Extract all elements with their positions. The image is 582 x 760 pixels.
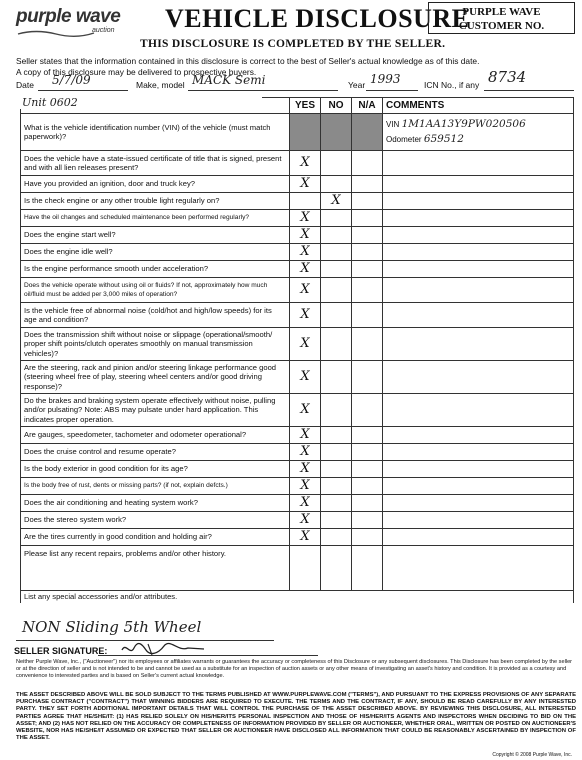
no-checkbox-cell[interactable] — [321, 394, 352, 427]
na-checkbox-cell[interactable] — [352, 176, 383, 193]
table-row — [21, 244, 574, 261]
check-mark: X — [300, 402, 310, 418]
icn-value: 8734 — [488, 68, 527, 86]
check-mark: X — [300, 307, 310, 323]
comment-cell[interactable] — [383, 512, 574, 529]
na-checkbox-cell[interactable] — [352, 193, 383, 210]
date-field[interactable] — [38, 73, 128, 91]
yes-header: YES — [290, 98, 321, 114]
check-mark: X — [300, 227, 310, 243]
check-mark: X — [300, 369, 310, 385]
customer-box-line1: PURPLE WAVE — [462, 6, 541, 18]
question-text: Does the vehicle have a state-issued certificate of title that is signed, present and with all lien releases present? — [21, 151, 290, 176]
yes-checkbox-cell[interactable] — [290, 529, 321, 546]
comment-cell[interactable] — [383, 151, 574, 176]
signature-scribble-icon — [118, 640, 208, 658]
repairs-row — [21, 546, 574, 591]
table-row — [21, 478, 574, 495]
customer-number-box — [428, 2, 575, 34]
check-mark: X — [300, 529, 310, 545]
check-mark: X — [300, 444, 310, 460]
signature-label: SELLER SIGNATURE: — [14, 646, 108, 656]
no-checkbox-cell[interactable] — [321, 244, 352, 261]
no-header: NO — [321, 98, 352, 114]
intro-line-2: A copy of this disclosure may be delivered to prospective buyers. — [16, 66, 257, 77]
check-mark: X — [300, 461, 310, 477]
icn-field[interactable] — [484, 68, 574, 91]
comment-cell[interactable] — [383, 261, 574, 278]
make-value: MACK Semi — [192, 73, 266, 87]
question-text: Does the engine idle well? — [21, 244, 290, 261]
icn-label: ICN No., if any — [424, 80, 480, 90]
yes-checkbox-cell[interactable] — [290, 151, 321, 176]
yes-checkbox-cell[interactable] — [290, 303, 321, 328]
no-checkbox-cell[interactable] — [321, 176, 352, 193]
comment-cell[interactable] — [383, 210, 574, 227]
logo-subtext: auction — [92, 27, 115, 34]
question-text: Does the stereo system work? — [21, 512, 290, 529]
comment-cell[interactable] — [383, 478, 574, 495]
table-row — [21, 427, 574, 444]
table-row — [21, 444, 574, 461]
na-checkbox-cell[interactable] — [352, 461, 383, 478]
vin-value: 1M1AA13Y9PW020506 — [401, 118, 526, 130]
accessories-label: List any special accessories and/or attributes. — [21, 591, 574, 604]
na-checkbox-cell[interactable] — [352, 478, 383, 495]
no-checkbox-cell[interactable] — [321, 444, 352, 461]
na-checkbox-cell[interactable] — [352, 210, 383, 227]
no-checkbox-cell[interactable] — [321, 193, 352, 210]
comment-cell[interactable] — [383, 495, 574, 512]
page-title: VEHICLE DISCLOSURE — [165, 4, 470, 33]
repairs-no-cell[interactable] — [321, 546, 352, 591]
yes-checkbox-cell[interactable] — [290, 328, 321, 361]
table-row — [21, 151, 574, 176]
comment-cell[interactable] — [383, 278, 574, 303]
na-checkbox-cell[interactable] — [352, 444, 383, 461]
yes-checkbox-cell[interactable] — [290, 444, 321, 461]
question-text: Do the brakes and braking system operate effectively without noise, pulling and/or pulsating? Note: ABS may pulsate under hard application. This indicates proper operation. — [21, 394, 290, 427]
no-checkbox-cell[interactable] — [321, 512, 352, 529]
vin-na-cell-shaded — [352, 114, 383, 151]
yes-checkbox-cell[interactable] — [290, 193, 321, 210]
year-field[interactable] — [366, 72, 418, 91]
make-field[interactable] — [188, 73, 338, 91]
question-text: Is the body free of rust, dents or missing parts? (if not, explain defcts.) — [21, 478, 290, 495]
table-row — [21, 495, 574, 512]
comment-cell[interactable] — [383, 394, 574, 427]
check-mark: X — [300, 176, 310, 192]
no-checkbox-cell[interactable] — [321, 478, 352, 495]
comment-cell[interactable] — [383, 244, 574, 261]
question-text: Does the vehicle operate without using oil or fluids? If not, approximately how much oil/fluid must be added per 3,000 miles of operation? — [21, 278, 290, 303]
check-mark: X — [300, 336, 310, 352]
comment-cell[interactable] — [383, 461, 574, 478]
copyright-text: Copyright © 2008 Purple Wave, Inc. — [492, 752, 572, 758]
vin-row — [21, 114, 574, 151]
disclaimer-text: Neither Purple Wave, Inc., ("Auctioneer") nor its employees or affiliates warrants or guarantees the accuracy or completeness of this Disclosure or any subsequent disclosures. This Disclosure has been completed by the seller or at the direction of seller and is not intended to be and cannot be used as a substitute for an inspection of auction assets or any other means of investigating an asset's history and condition. It is provided as a courtesy and convenience to interested parties and is based on Seller's current actual knowledge. — [16, 659, 573, 679]
na-checkbox-cell[interactable] — [352, 361, 383, 394]
na-checkbox-cell[interactable] — [352, 303, 383, 328]
vin-no-cell-shaded — [321, 114, 352, 151]
comment-cell[interactable] — [383, 193, 574, 210]
no-checkbox-cell[interactable] — [321, 278, 352, 303]
year-value: 1993 — [370, 72, 401, 86]
yes-checkbox-cell[interactable] — [290, 461, 321, 478]
comment-cell[interactable] — [383, 444, 574, 461]
question-text: Does the air conditioning and heating system work? — [21, 495, 290, 512]
check-mark: X — [300, 282, 310, 298]
yes-checkbox-cell[interactable] — [290, 210, 321, 227]
wave-swoosh-icon — [16, 28, 96, 38]
na-checkbox-cell[interactable] — [352, 244, 383, 261]
question-text: Is the body exterior in good condition for its age? — [21, 461, 290, 478]
table-row — [21, 176, 574, 193]
no-checkbox-cell[interactable] — [321, 361, 352, 394]
make-label: Make, model — [136, 80, 185, 90]
repairs-label: Please list any recent repairs, problems and/or other history. — [21, 546, 290, 591]
question-text: Is the engine performance smooth under acceleration? — [21, 261, 290, 278]
na-checkbox-cell[interactable] — [352, 394, 383, 427]
repairs-comment-cell[interactable] — [383, 546, 574, 591]
logo-text: purple wave — [16, 6, 121, 27]
question-text: Is the check engine or any other trouble light regularly on? — [21, 193, 290, 210]
yes-checkbox-cell[interactable] — [290, 261, 321, 278]
table-row — [21, 278, 574, 303]
question-text: Are the steering, rack and pinion and/or steering linkage performance good (steering wheel free of play, steering wheel centers and/or good driving response)? — [21, 361, 290, 394]
yes-checkbox-cell[interactable] — [290, 361, 321, 394]
yes-checkbox-cell[interactable] — [290, 427, 321, 444]
na-checkbox-cell[interactable] — [352, 512, 383, 529]
yes-checkbox-cell[interactable] — [290, 495, 321, 512]
yes-checkbox-cell[interactable] — [290, 394, 321, 427]
no-checkbox-cell[interactable] — [321, 328, 352, 361]
year-label: Year — [348, 80, 366, 90]
check-mark: X — [300, 512, 310, 528]
na-checkbox-cell[interactable] — [352, 328, 383, 361]
table-row — [21, 227, 574, 244]
odometer-value: 659512 — [423, 133, 464, 145]
question-text: Is the vehicle free of abnormal noise (cold/hot and high/low speeds) for its age and condition? — [21, 303, 290, 328]
handwritten-note: NON Sliding 5th Wheel — [22, 618, 202, 636]
comment-cell[interactable] — [383, 529, 574, 546]
yes-checkbox-cell[interactable] — [290, 244, 321, 261]
question-text: Are gauges, speedometer, tachometer and odometer operational? — [21, 427, 290, 444]
question-text: Have the oil changes and scheduled maintenance been performed regularly? — [21, 210, 290, 227]
question-text: Does the engine start well? — [21, 227, 290, 244]
table-row — [21, 394, 574, 427]
accessories-row — [21, 591, 574, 604]
repairs-na-cell[interactable] — [352, 546, 383, 591]
na-checkbox-cell[interactable] — [352, 261, 383, 278]
no-checkbox-cell[interactable] — [321, 427, 352, 444]
terms-text: THE ASSET DESCRIBED ABOVE WILL BE SOLD SUBJECT TO THE TERMS PUBLISHED AT WWW.PURPLEWAVE.COM ("TERMS"), AND PURSUANT TO THE EXPRESS PROVISIONS OF ANY SEPARATE PURCHASE CONTRACT ("CONTRACT") THAT WINNING BIDDERS ARE REQUIRED TO EXECUTE. THE TERMS AND THE CONTRACT, IF ANY, SHOULD BE READ CAREFULLY BY ANY INTERESTED PARTY. THEY SET FORTH ADDITIONAL IMPORTANT DETAILS THAT WILL CONTROL THE PURCHASE OF THE ASSET DESCRIBED ABOVE. BY REVIEWING THIS DISCLOSURE, ALL INTERESTED PARTIES AGREE THAT HE/SHE/IT: (1) HAS RELIED SOLELY ON HIS/HER/ITS PERSONAL INSPECTION AND THOSE OF HIS/HER/ITS AGENTS AND INSPECTORS WHEN DECIDING TO BID ON THE ASSET; AND (2) HAS NOT RELIED ON THE ACCURACY OR COMPLETENESS OF INFORMATION PROVIDED BY SELLER OR AUCTIONEER, WHETHER ORAL, WRITTEN OR POSTED ON AUCTIONEER'S WEBSITE, NOR HAS HE/SHE/IT ASSUMED OR EXPECTED THAT SELLER OR AUCTIONEER HAVE DISCLOSED ALL INFORMATION THAT COULD BE REASONABLY ASCERTAINED BY INSPECTION OF THE ASSET. — [16, 692, 576, 742]
question-text: Does the cruise control and resume operate? — [21, 444, 290, 461]
vin-question: What is the vehicle identification number (VIN) of the vehicle (must match paperwork)? — [21, 114, 290, 151]
page-subtitle: THIS DISCLOSURE IS COMPLETED BY THE SELLER. — [140, 38, 446, 50]
comments-header: COMMENTS — [383, 98, 574, 114]
yes-checkbox-cell[interactable] — [290, 176, 321, 193]
vin-comment-cell[interactable] — [383, 114, 574, 151]
no-checkbox-cell[interactable] — [321, 461, 352, 478]
check-mark: X — [331, 193, 341, 209]
date-value: 5/7/09 — [52, 73, 91, 87]
no-checkbox-cell[interactable] — [321, 303, 352, 328]
yes-checkbox-cell[interactable] — [290, 512, 321, 529]
yes-checkbox-cell[interactable] — [290, 478, 321, 495]
check-mark: X — [300, 478, 310, 494]
comment-cell[interactable] — [383, 361, 574, 394]
comment-cell[interactable] — [383, 227, 574, 244]
no-checkbox-cell[interactable] — [321, 151, 352, 176]
no-checkbox-cell[interactable] — [321, 227, 352, 244]
comment-cell[interactable] — [383, 427, 574, 444]
vin-label: VIN — [386, 120, 400, 129]
na-checkbox-cell[interactable] — [352, 151, 383, 176]
no-checkbox-cell[interactable] — [321, 210, 352, 227]
table-row — [21, 303, 574, 328]
yes-checkbox-cell[interactable] — [290, 278, 321, 303]
na-checkbox-cell[interactable] — [352, 227, 383, 244]
na-header: N/A — [352, 98, 383, 114]
table-row — [21, 210, 574, 227]
comment-cell[interactable] — [383, 176, 574, 193]
question-text: Does the transmission shift without noise or slippage (operational/smooth/ proper shift points/clutch operates smoothly on manual transmission vehicles)? — [21, 328, 290, 361]
comment-cell[interactable] — [383, 303, 574, 328]
odometer-label: Odometer — [386, 135, 422, 144]
table-row — [21, 261, 574, 278]
check-mark: X — [300, 210, 310, 226]
date-label: Date — [16, 80, 34, 90]
disclosure-table — [20, 97, 574, 603]
na-checkbox-cell[interactable] — [352, 427, 383, 444]
no-checkbox-cell[interactable] — [321, 495, 352, 512]
check-mark: X — [300, 155, 310, 171]
check-mark: X — [300, 495, 310, 511]
repairs-yes-cell[interactable] — [290, 546, 321, 591]
unit-note: Unit 0602 — [20, 96, 262, 109]
yes-checkbox-cell[interactable] — [290, 227, 321, 244]
table-row — [21, 193, 574, 210]
vin-yes-cell-shaded — [290, 114, 321, 151]
purple-wave-logo — [16, 6, 136, 42]
comment-cell[interactable] — [383, 328, 574, 361]
table-row — [21, 512, 574, 529]
question-text: Have you provided an ignition, door and truck key? — [21, 176, 290, 193]
no-checkbox-cell[interactable] — [321, 529, 352, 546]
na-checkbox-cell[interactable] — [352, 495, 383, 512]
customer-box-line2: CUSTOMER NO. — [458, 20, 545, 32]
intro-line-1: Seller states that the information contained in this disclosure is correct to the best of Seller's actual knowledge as of this date. — [16, 56, 480, 66]
na-checkbox-cell[interactable] — [352, 529, 383, 546]
question-text: Are the tires currently in good condition and holding air? — [21, 529, 290, 546]
table-row — [21, 328, 574, 361]
check-mark: X — [300, 244, 310, 260]
table-row — [21, 529, 574, 546]
no-checkbox-cell[interactable] — [321, 261, 352, 278]
table-row — [21, 461, 574, 478]
table-row — [21, 361, 574, 394]
check-mark: X — [300, 427, 310, 443]
question-rows — [21, 151, 574, 546]
na-checkbox-cell[interactable] — [352, 278, 383, 303]
check-mark: X — [300, 261, 310, 277]
